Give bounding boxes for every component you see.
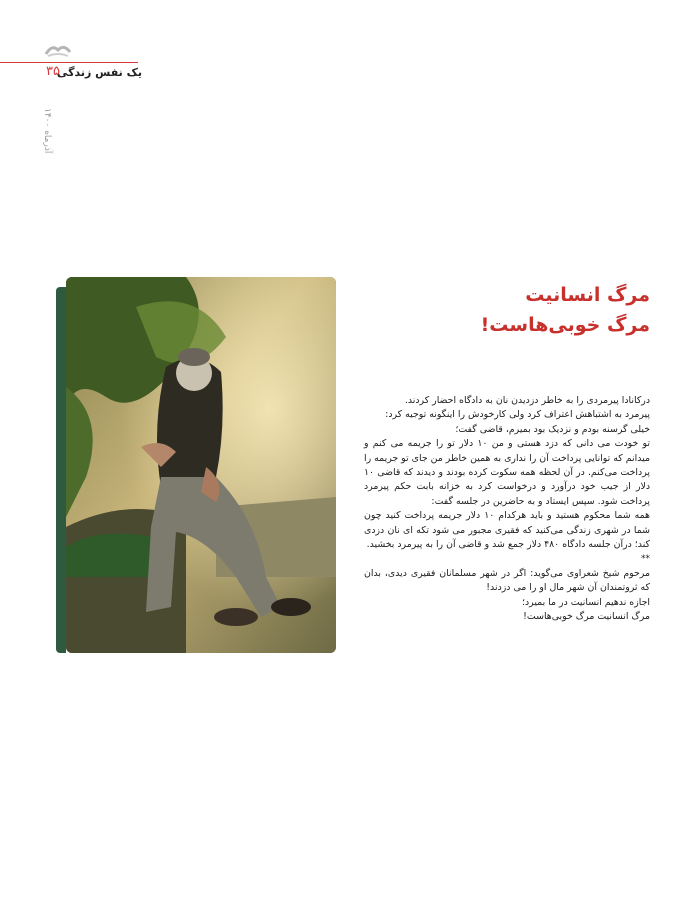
magazine-logo-icon — [44, 42, 72, 58]
article-body — [364, 394, 650, 625]
article-photo — [66, 277, 336, 653]
paragraph: خیلی گرسنه بودم و نزدیک بود بمیرم، قاضی گفت؛ — [455, 423, 650, 435]
title-line-1: مرگ انسانیت — [525, 284, 650, 306]
page-number: ۳۵ — [46, 64, 60, 79]
old-man-painting — [66, 277, 336, 653]
article-title — [364, 280, 650, 340]
article — [364, 280, 650, 625]
separator: ** — [641, 554, 650, 565]
paragraph: درکانادا پیرمردی را به خاطر دزدیدن نان به دادگاه احضار کردند. — [404, 395, 650, 406]
title-line-2: مرگ خوبی‌هاست! — [480, 314, 650, 336]
paragraph: پیرمرد به اشتباهش اعتراف کرد ولی کارخودش را اینگونه توجیه کرد: — [385, 409, 650, 421]
photo-frame-accent — [56, 287, 66, 653]
paragraph: تو خودت می دانی که دزد هستی و من ۱۰ دلار تو را جریمه می کنم و میدانم که توانایی پرداخت آن را نداری به همین خاطر من جای تو جریمه را پرداخت می‌کنم. در آن لحظه همه سکوت کرده بودند و دیدند که قاضی ۱۰ دلار از جیب خود درآورد و درخواست کرد به خزانه بابت حکم پیرمرد پرداخت شود. سپس ایستاد و به حاضرین در جلسه گفت: — [364, 438, 650, 507]
paragraph: همه شما محکوم هستید و باید هرکدام ۱۰ دلار جریمه پرداخت کنید چون شما در شهری زندگی می‌کنید که فقیری مجبور می شود تکه ای نان دزدی کند؛ درآن جلسه دادگاه ۴۸۰ دلار جمع شد و قاضی آن را به پیرمرد بخشید. — [364, 510, 650, 551]
issue-date: آذرماه ۱۴۰۰ — [42, 108, 52, 154]
paragraph: اجازه ندهیم انسانیت در ما بمیرد؛ — [522, 596, 650, 608]
paragraph: مرحوم شیخ شعراوی می‌گوید: اگر در شهر مسلمانان فقیری دیدی، بدان که ثروتمندان آن شهر مال او را می دزدند! — [364, 567, 650, 594]
section-title: یک نفس زندگی — [57, 66, 142, 79]
paragraph: مرگ انسانیت مرگ خوبی‌هاست! — [523, 611, 650, 623]
header-divider — [0, 62, 138, 63]
